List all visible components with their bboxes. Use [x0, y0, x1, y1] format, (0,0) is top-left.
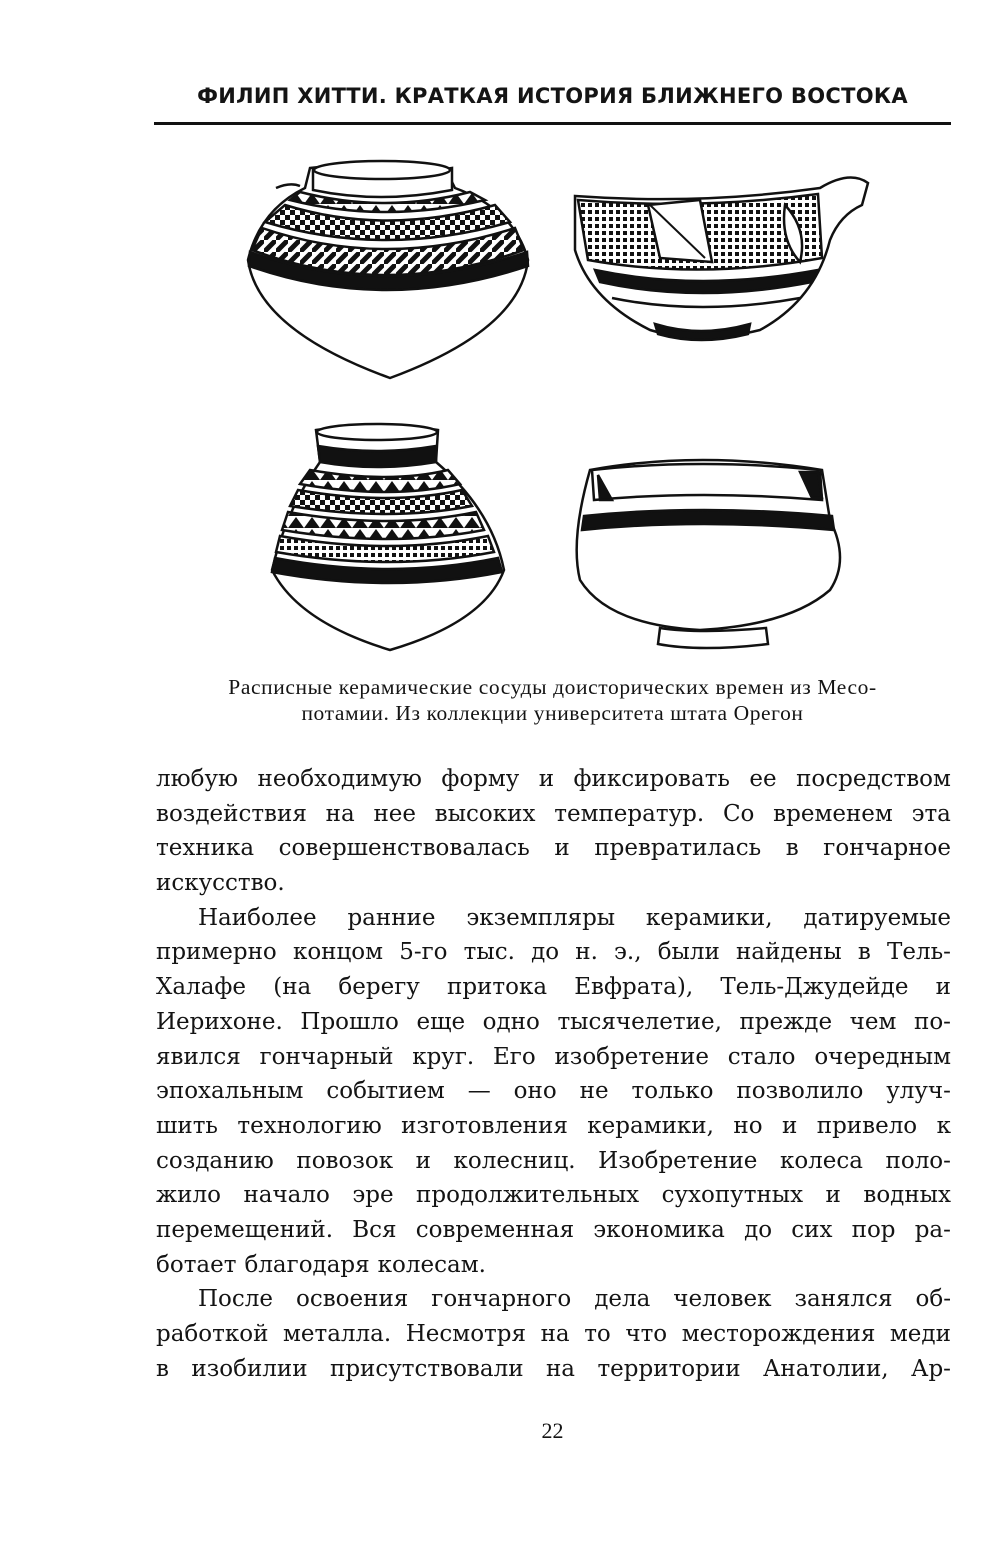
body-line: шить технологию изготовления керамики, но и привело к — [156, 1112, 951, 1139]
vessel-jar-top-left — [248, 161, 528, 378]
body-line: эпохальным событием — оно не только позволило улуч- — [156, 1078, 951, 1105]
caption-line: Расписные керамические сосуды доисторических времен из Месо- — [228, 675, 877, 699]
figure-caption — [155, 674, 950, 726]
caption-line: потамии. Из коллекции университета штата Орегон — [301, 701, 804, 725]
body-line: любую необходимую форму и фиксировать ее посредством — [156, 766, 951, 792]
body-line: Наиболее ранние экземпляры керамики, датируемые — [198, 904, 951, 931]
body-line: явился гончарный круг. Его изобретение стало очередным — [156, 1043, 951, 1070]
body-text — [156, 762, 951, 1386]
body-line: воздействия на нее высоких температур. Со временем эта — [156, 800, 951, 827]
page-number: 22 — [541, 1418, 564, 1443]
body-line: в изобилии присутствовали на территории Анатолии, Ар- — [156, 1355, 951, 1382]
running-title: ФИЛИП ХИТТИ. КРАТКАЯ ИСТОРИЯ БЛИЖНЕГО ВОСТОКА — [197, 84, 908, 108]
vessel-spouted-bowl-top-right — [575, 178, 868, 340]
body-line: искусство. — [156, 870, 285, 897]
pottery-illustration — [0, 0, 1000, 680]
vessel-footed-bowl-bottom-right — [577, 460, 840, 648]
body-line: перемещений. Вся современная экономика до сих пор ра- — [156, 1216, 951, 1243]
body-line: жило начало эре продолжительных сухопутных и водных — [156, 1182, 951, 1209]
body-line: техника совершенствовалась и превратилась в гончарное — [156, 835, 951, 862]
body-line: После освоения гончарного дела человек занялся об- — [198, 1286, 951, 1313]
body-line: Халафе (на берегу притока Евфрата), Тель-Джудейде и — [156, 974, 951, 1001]
body-line: ботает благодаря колесам. — [156, 1251, 486, 1278]
body-line: созданию повозок и колесниц. Изобретение колеса поло- — [156, 1147, 951, 1174]
body-line: примерно концом 5-го тыс. до н. э., были найдены в Тель- — [156, 939, 951, 966]
body-line: работкой металла. Несмотря на то что месторождения меди — [156, 1321, 951, 1347]
body-line: Иерихоне. Прошло еще одно тысячелетие, прежде чем по- — [156, 1008, 951, 1035]
vessel-jar-bottom-left — [272, 424, 504, 650]
